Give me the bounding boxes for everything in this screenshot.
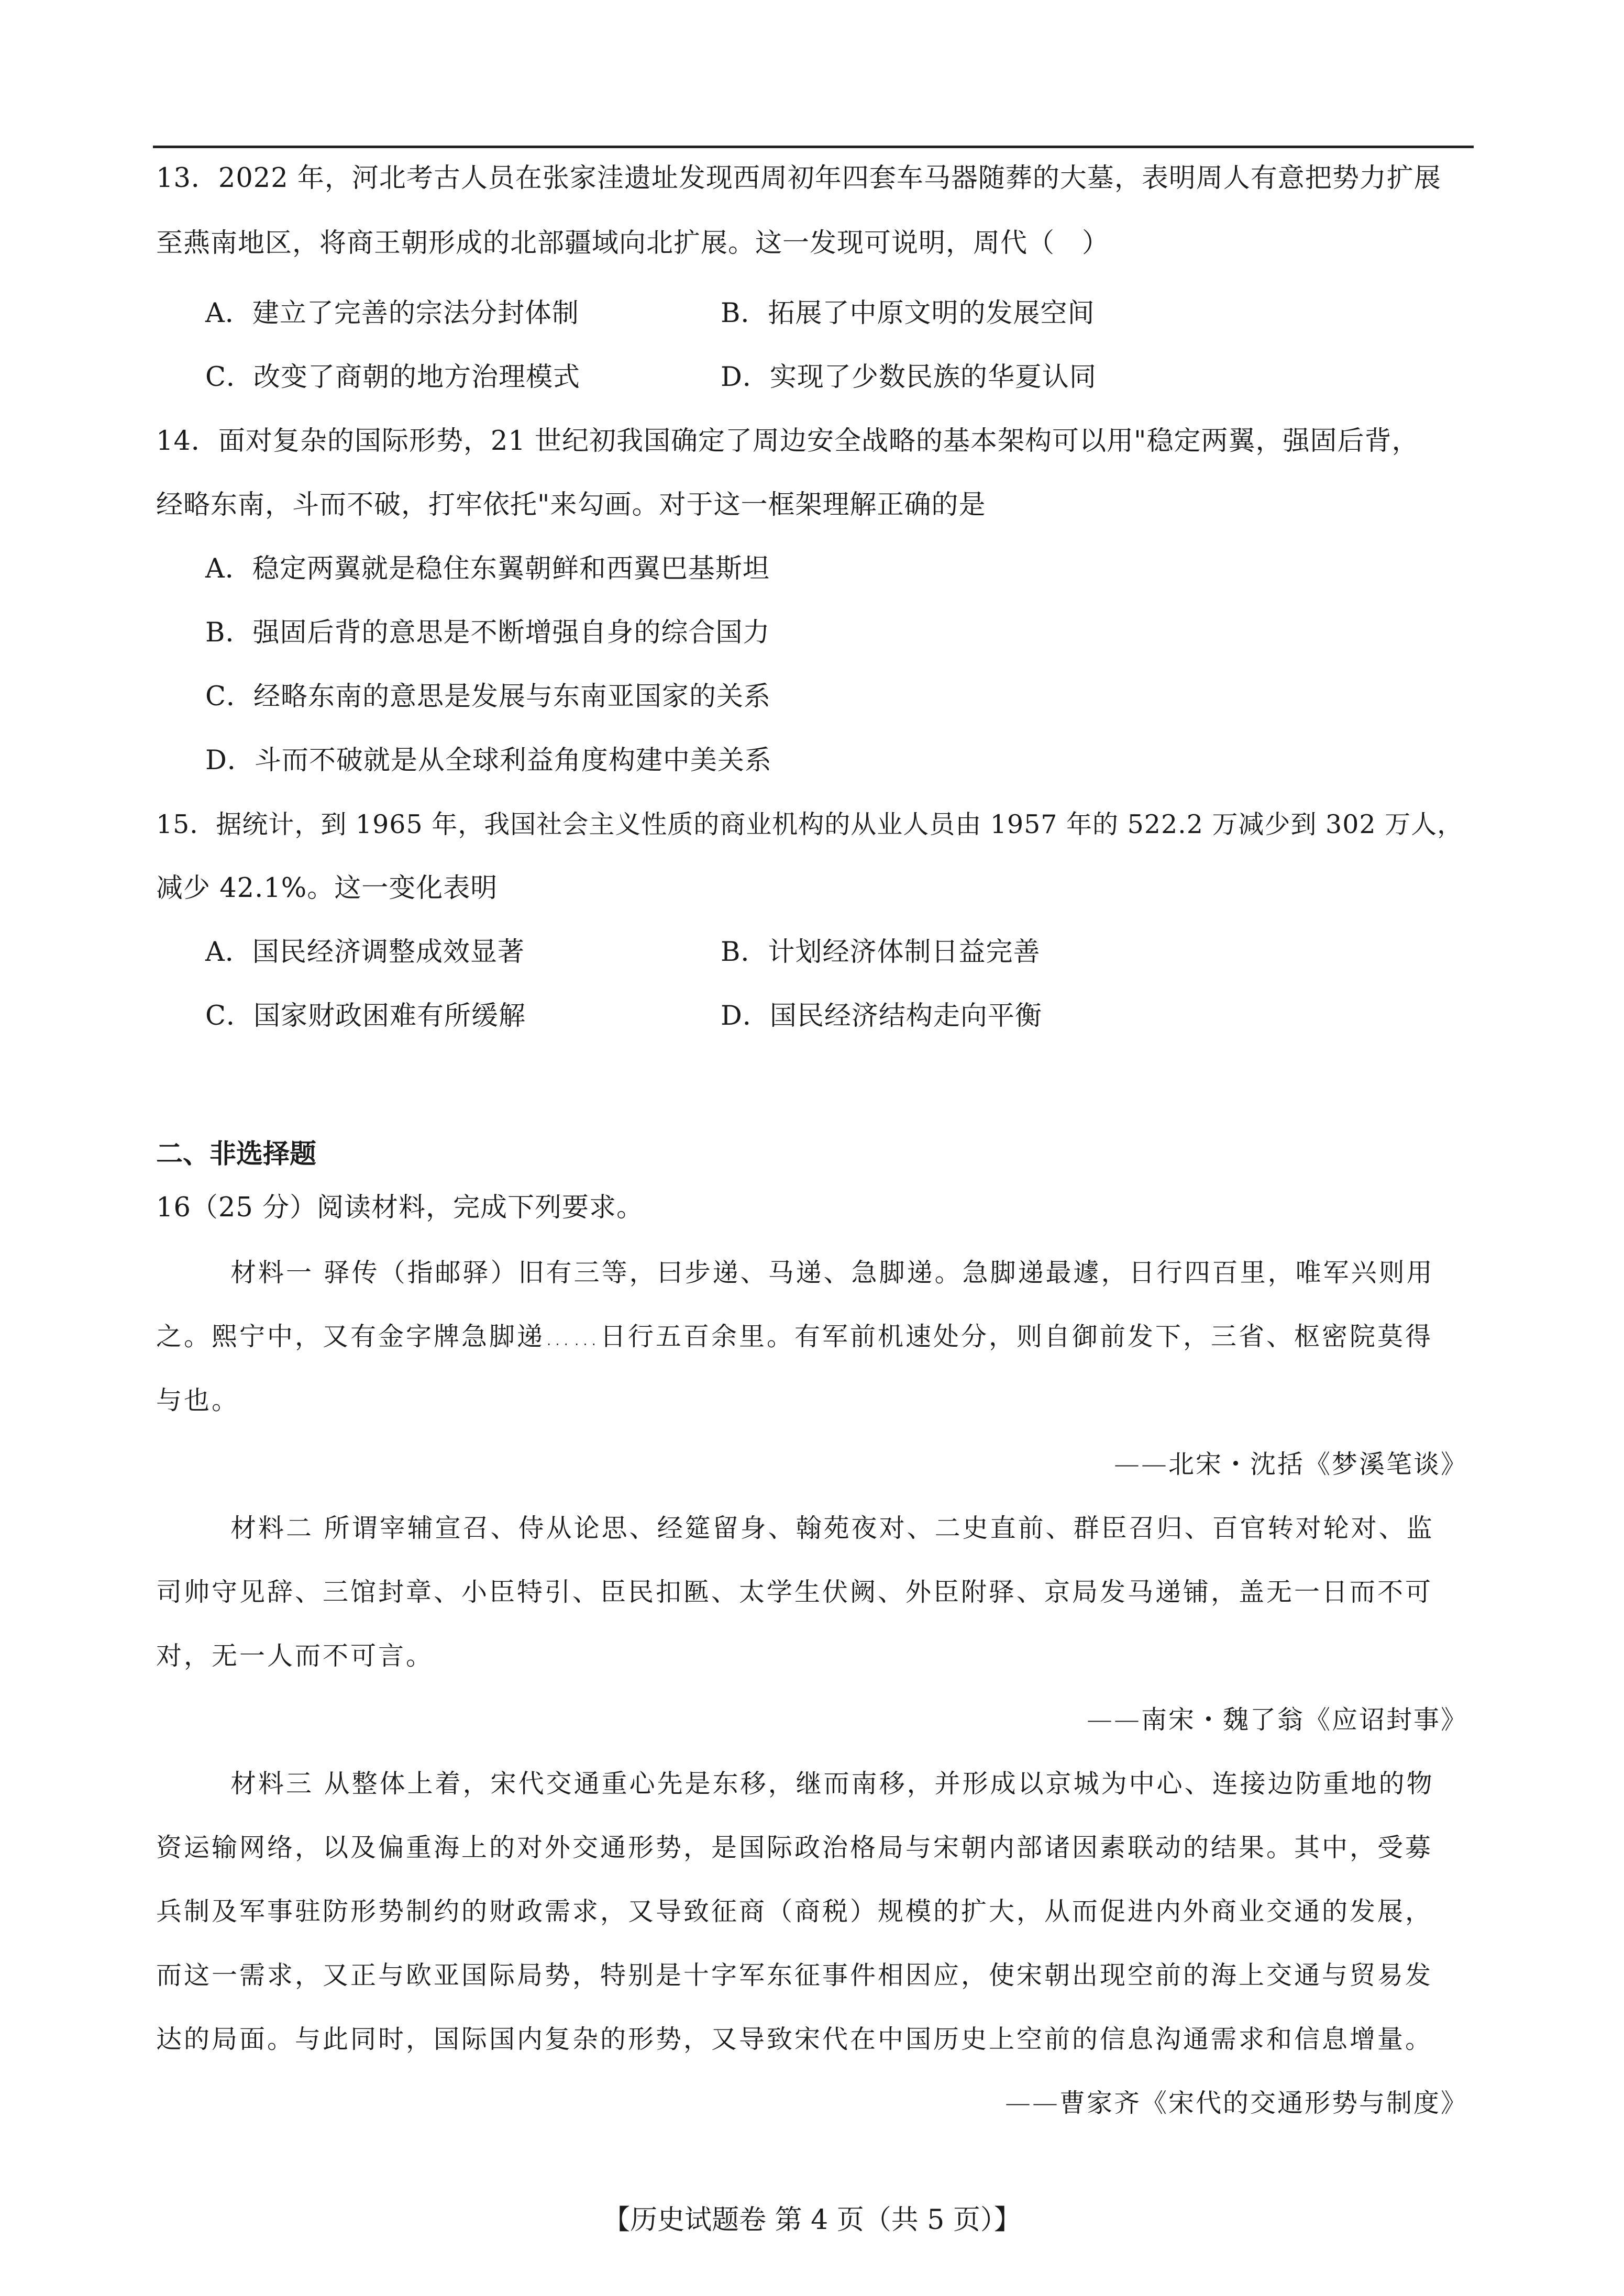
q13-option-b[interactable]: B．拓展了中原文明的发展空间: [721, 298, 1095, 329]
q14-stem-line-2: 经略东南，斗而不破，打牢依托"来勾画。对于这一框架理解正确的是: [156, 490, 986, 520]
page-footer: 【历史试题卷 第 4 页（共 5 页）】: [603, 2204, 1021, 2236]
q13-stem-line-1: 13．2022 年，河北考古人员在张家洼遗址发现西周初年四套车马器随葬的大墓，表明周人有意把势力扩展: [156, 163, 1441, 194]
q13-option-c[interactable]: C．改变了商朝的地方治理模式: [205, 362, 581, 393]
q14-option-d[interactable]: D．斗而不破就是从全球利益角度构建中美关系: [205, 745, 772, 776]
q13-option-a[interactable]: A．建立了完善的宗法分封体制: [205, 298, 579, 329]
material2-line-1: 材料二 所谓宰辅宣召、侍从论思、经筵留身、翰苑夜对、二史直前、群臣召归、百官转对轮对、监: [230, 1513, 1434, 1543]
material3-line-2: 资运输网络，以及偏重海上的对外交通形势，是国际政治格局与宋朝内部诸因素联动的结果。其中，受募: [156, 1833, 1433, 1862]
q14-option-a[interactable]: A．稳定两翼就是稳住东翼朝鲜和西翼巴基斯坦: [205, 553, 770, 584]
q13-option-d[interactable]: D．实现了少数民族的华夏认同: [721, 362, 1097, 393]
material2-line-3: 对，无一人而不可言。: [156, 1641, 434, 1671]
material3-source: ——曹家齐《宋代的交通形势与制度》: [1004, 2088, 1468, 2118]
material1-source: ——北宋・沈括《梦溪笔谈》: [1113, 1449, 1468, 1479]
section-heading: 二、非选择题: [156, 1139, 317, 1170]
q15-option-c[interactable]: C．国家财政困难有所缓解: [205, 1001, 526, 1031]
q15-stem-line-1: 15．据统计，到 1965 年，我国社会主义性质的商业机构的从业人员由 1957 年的 522.2 万减少到 302 万人，: [156, 809, 1464, 839]
material2-source: ——南宋・魏了翁《应诏封事》: [1086, 1705, 1468, 1735]
q13-stem-line-2: 至燕南地区，将商王朝形成的北部疆域向北扩展。这一发现可说明，周代（ ）: [156, 228, 1110, 259]
material2-line-2: 司帅守见辞、三馆封章、小臣特引、臣民扣匦、太学生伏阙、外臣附驿、京局发马递铺，盖无一日而不可: [156, 1577, 1433, 1607]
material1-line-1: 材料一 驿传（指邮驿）旧有三等，曰步递、马递、急脚递。急脚递最遽，日行四百里，唯军兴则用: [230, 1258, 1434, 1288]
material3-line-4: 而这一需求，又正与欧亚国际局势，特别是十字军东征事件相因应，使宋朝出现空前的海上交通与贸易发: [156, 1960, 1433, 1990]
material1-line-3: 与也。: [156, 1385, 240, 1415]
q15-option-b[interactable]: B．计划经济体制日益完善: [721, 937, 1041, 968]
q15-stem-line-2: 减少 42.1%。这一变化表明: [156, 873, 498, 904]
q16-intro: 16（25 分）阅读材料，完成下列要求。: [156, 1192, 644, 1223]
q14-option-c[interactable]: C．经略东南的意思是发展与东南亚国家的关系: [205, 681, 771, 712]
material3-line-3: 兵制及军事驻防形势制约的财政需求，又导致征商（商税）规模的扩大，从而促进内外商业交通的发展，: [156, 1896, 1433, 1926]
material1-line-2: 之。熙宁中，又有金字牌急脚递……日行五百余里。有军前机速处分，则自御前发下，三省、枢密院莫得: [156, 1322, 1433, 1351]
q14-stem-line-1: 14．面对复杂的国际形势，21 世纪初我国确定了周边安全战略的基本架构可以用"稳定两翼，强固后背，: [156, 426, 1419, 457]
material3-line-5: 达的局面。与此同时，国际国内复杂的形势，又导致宋代在中国历史上空前的信息沟通需求和信息增量。: [156, 2024, 1433, 2054]
q15-option-d[interactable]: D．国民经济结构走向平衡: [721, 1001, 1042, 1031]
q15-option-a[interactable]: A．国民经济调整成效显著: [205, 937, 525, 968]
q14-option-b[interactable]: B．强固后背的意思是不断增强自身的综合国力: [205, 617, 770, 648]
material3-line-1: 材料三 从整体上着，宋代交通重心先是东移，继而南移，并形成以京城为中心、连接边防重地的物: [230, 1769, 1434, 1799]
header-rule: [153, 146, 1474, 148]
